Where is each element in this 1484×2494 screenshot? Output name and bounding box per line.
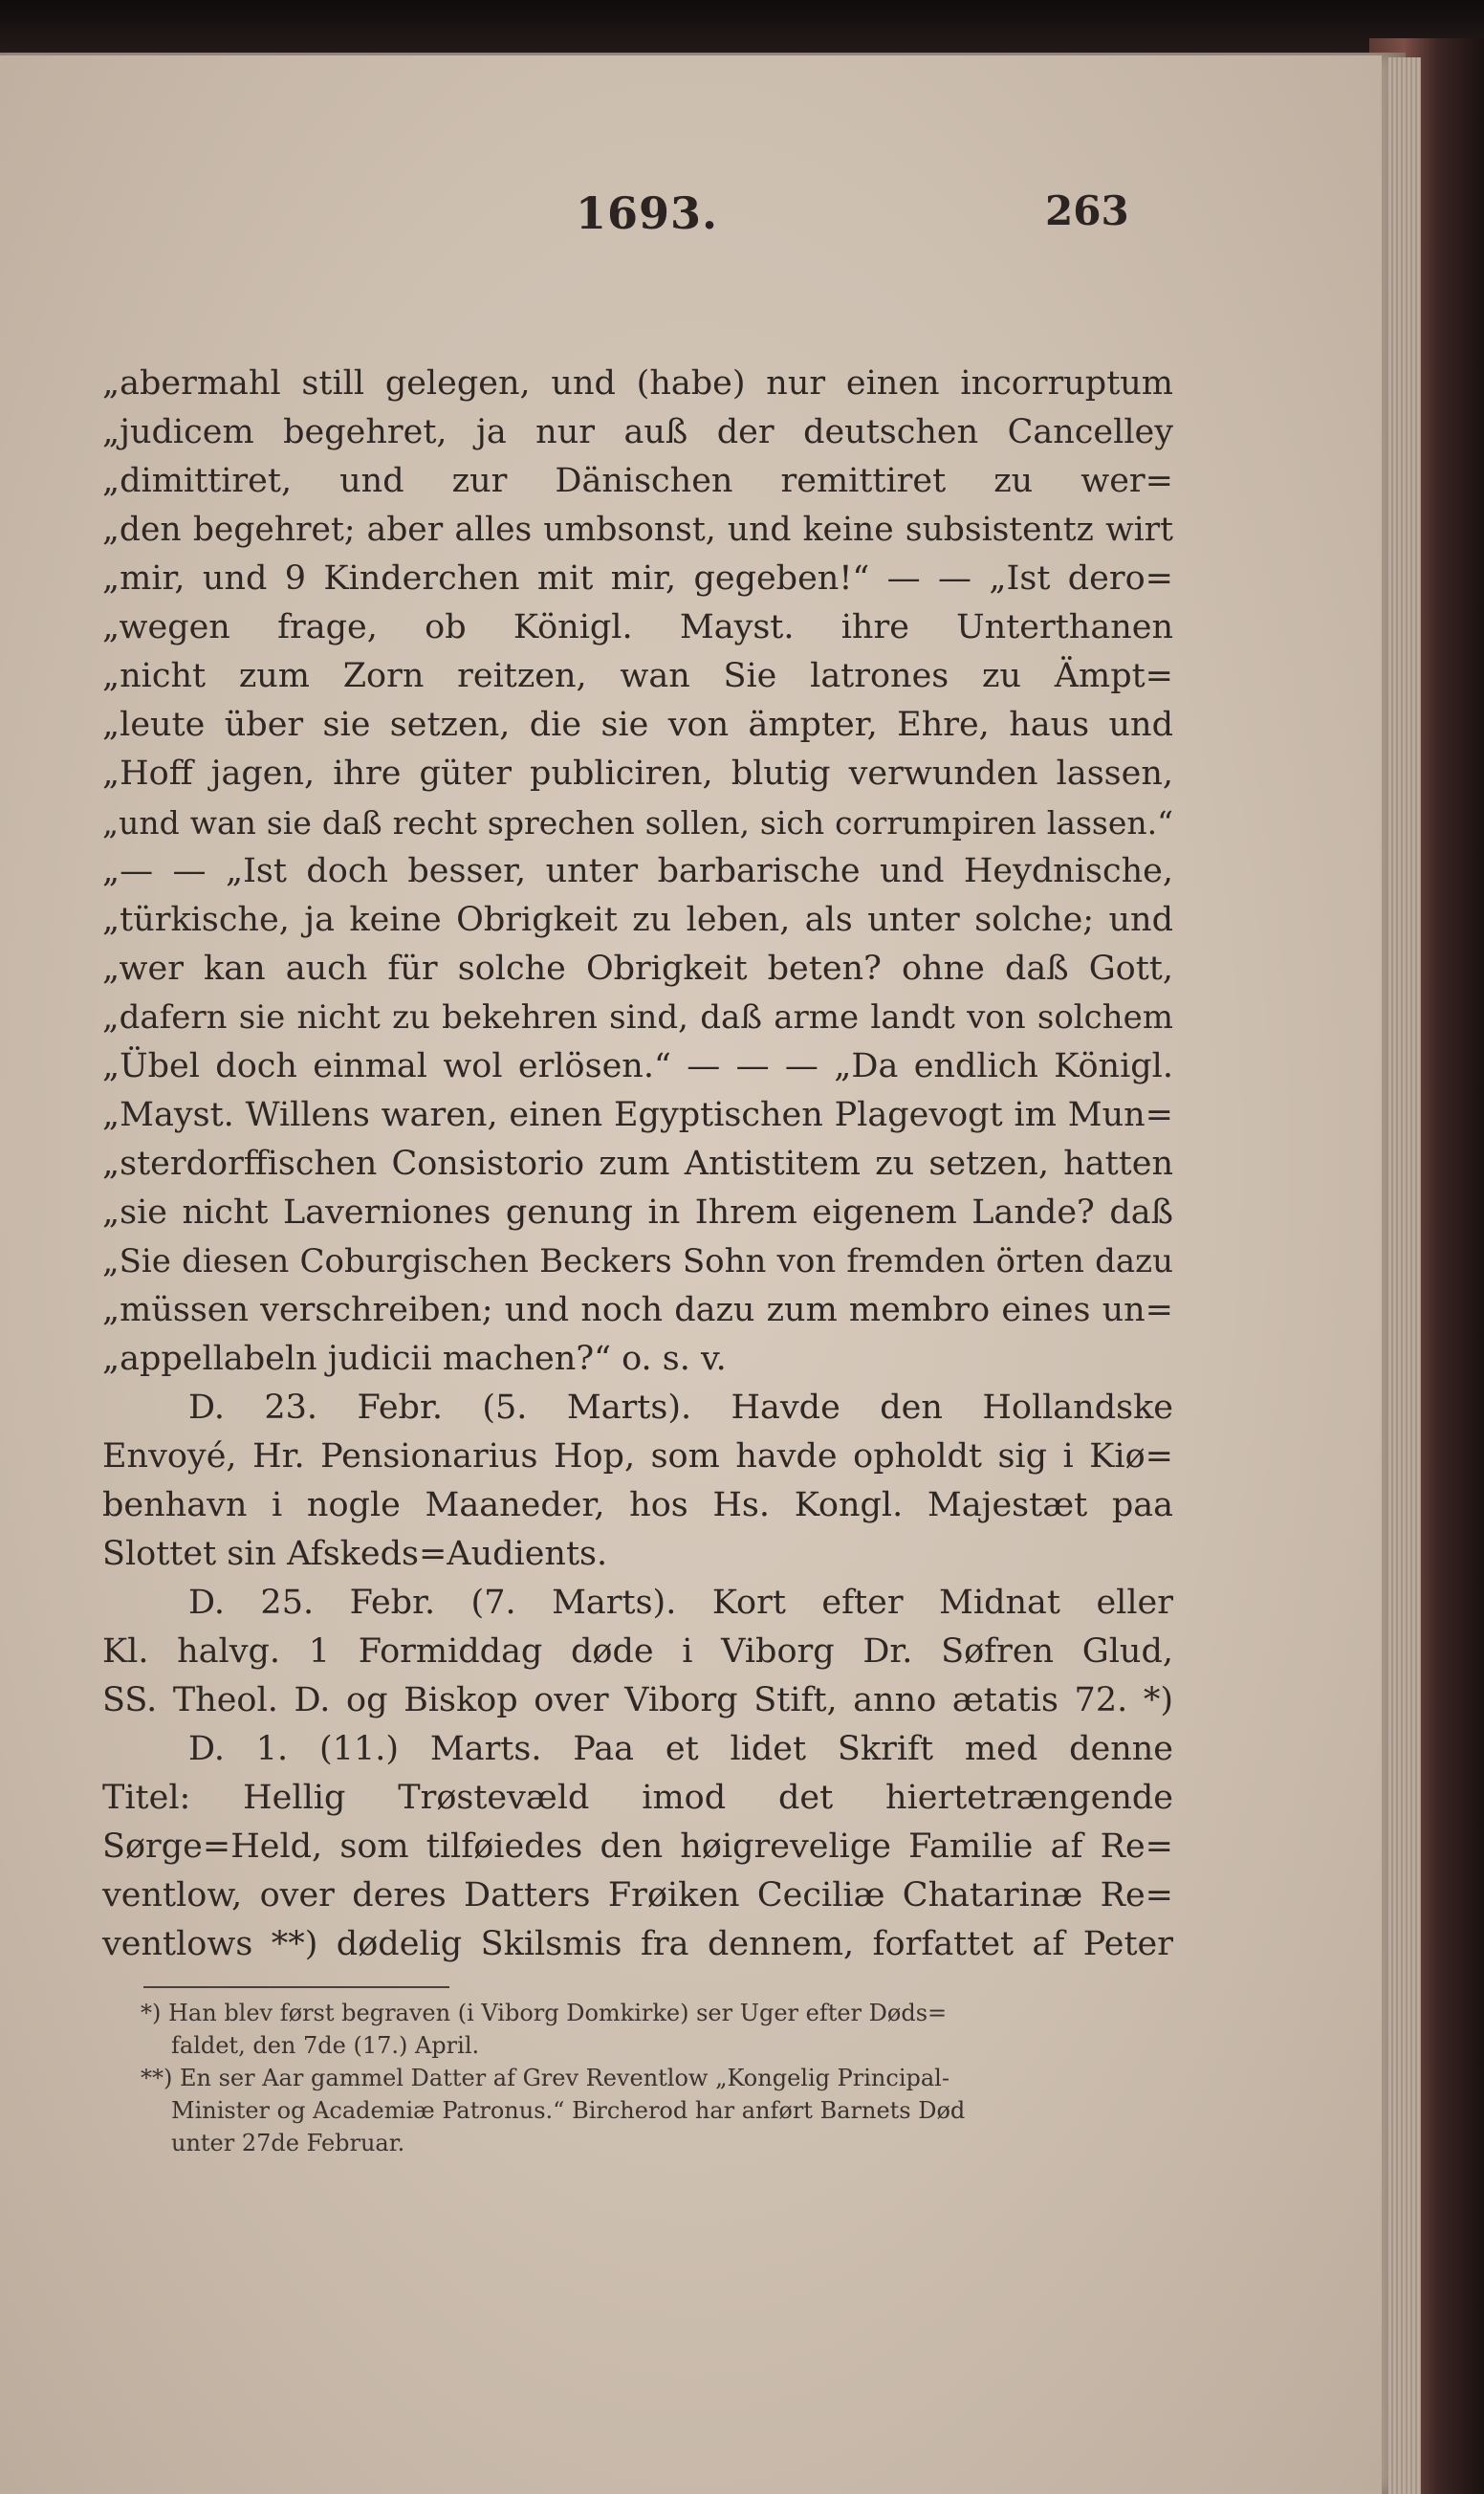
- footnotes: [102, 1997, 1173, 2159]
- text-line: Slottet sin Afskeds=Audients.: [102, 1535, 608, 1573]
- running-header: [0, 187, 1382, 254]
- text-line: „Sie diesen Coburgischen Beckers Sohn von fremden örten dazu: [102, 1242, 1173, 1280]
- entry-heading-line: D. 23. Febr. (5. Marts). Havde den Hollandske: [188, 1389, 1173, 1427]
- text-line: „appellabeln judicii machen?“ o. s. v.: [102, 1340, 727, 1378]
- text-line: Sørge=Held, som tilføiedes den høigrevelige Familie af Re=: [102, 1827, 1173, 1866]
- text-line: benhavn i nogle Maaneder, hos Hs. Kongl. Majestæt paa: [102, 1486, 1173, 1524]
- footnote-line: faldet, den 7de (17.) April.: [171, 2032, 480, 2059]
- text-line: „sterdorffischen Consistorio zum Antistitem zu setzen, hatten: [102, 1145, 1173, 1183]
- text-line: „dimittiret, und zur Dänischen remittiret zu wer=: [102, 462, 1173, 500]
- text-line: Kl. halvg. 1 Formiddag døde i Viborg Dr. Søfren Glud,: [102, 1632, 1173, 1671]
- footnote-line: *) Han blev først begraven (i Viborg Domkirke) ser Uger efter Døds=: [141, 2000, 948, 2026]
- text-line: „leute über sie setzen, die sie von ämpter, Ehre, haus und: [102, 706, 1173, 744]
- text-line: „Mayst. Willens waren, einen Egyptischen Plagevogt im Mun=: [102, 1096, 1173, 1134]
- text-line: „Hoff jagen, ihre güter publiciren, blutig verwunden lassen,: [102, 755, 1173, 793]
- book-page: [0, 55, 1382, 2494]
- footnote-line: Minister og Academiæ Patronus.“ Bircherod har anført Barnets Død: [171, 2097, 966, 2124]
- text-line: Titel: Hellig Trøstevæld imod det hiertetrængende: [102, 1779, 1173, 1817]
- footnote-line: unter 27de Februar.: [171, 2130, 405, 2156]
- text-line: „und wan sie daß recht sprechen sollen, sich corrumpiren lassen.“: [102, 804, 1173, 842]
- footnote-divider: [143, 1986, 449, 1988]
- text-line: „abermahl still gelegen, und (habe) nur einen incorruptum: [102, 364, 1173, 403]
- text-line: „judicem begehret, ja nur auß der deutschen Cancelley: [102, 413, 1173, 451]
- text-line: ventlows **) dødelig Skilsmis fra dennem, forfattet af Peter: [102, 1925, 1173, 1963]
- text-line: „mir, und 9 Kinderchen mit mir, gegeben!“ — — „Ist dero=: [102, 559, 1173, 598]
- text-line: „sie nicht Laverniones genung in Ihrem eigenem Lande? daß: [102, 1193, 1173, 1232]
- text-line: „nicht zum Zorn reitzen, wan Sie latrones zu Ämpt=: [102, 657, 1173, 695]
- text-line: ventlow, over deres Datters Frøiken Ceciliæ Chatarinæ Re=: [102, 1876, 1173, 1914]
- text-line: „dafern sie nicht zu bekehren sind, daß arme landt von solchem: [102, 998, 1173, 1037]
- footnote-line: **) En ser Aar gammel Datter af Grev Reventlow „Kongelig Principal-: [141, 2065, 949, 2091]
- text-line: „wer kan auch für solche Obrigkeit beten? ohne daß Gott,: [102, 950, 1173, 988]
- text-line: SS. Theol. D. og Biskop over Viborg Stift, anno ætatis 72. *): [102, 1681, 1173, 1719]
- page-number: 263: [1045, 187, 1129, 234]
- header-year: 1693.: [576, 187, 719, 239]
- entry-heading-line: D. 25. Febr. (7. Marts). Kort efter Midnat eller: [188, 1584, 1173, 1622]
- text-line: „türkische, ja keine Obrigkeit zu leben, als unter solche; und: [102, 901, 1173, 939]
- text-line: „müssen verschreiben; und noch dazu zum membro eines un=: [102, 1291, 1173, 1329]
- body-text: [102, 360, 1173, 1969]
- entry-heading-line: D. 1. (11.) Marts. Paa et lidet Skrift med denne: [188, 1730, 1173, 1768]
- text-line: „wegen frage, ob Königl. Mayst. ihre Unterthanen: [102, 608, 1173, 646]
- text-line: „den begehret; aber alles umbsonst, und keine subsistentz wirt: [102, 511, 1173, 549]
- text-line: Envoyé, Hr. Pensionarius Hop, som havde opholdt sig i Kiø=: [102, 1437, 1173, 1476]
- text-line: „Übel doch einmal wol erlösen.“ — — — „Da endlich Königl.: [102, 1047, 1173, 1085]
- page-edges: [1388, 57, 1421, 2494]
- text-line: „— — „Ist doch besser, unter barbarische und Heydnische,: [102, 852, 1173, 890]
